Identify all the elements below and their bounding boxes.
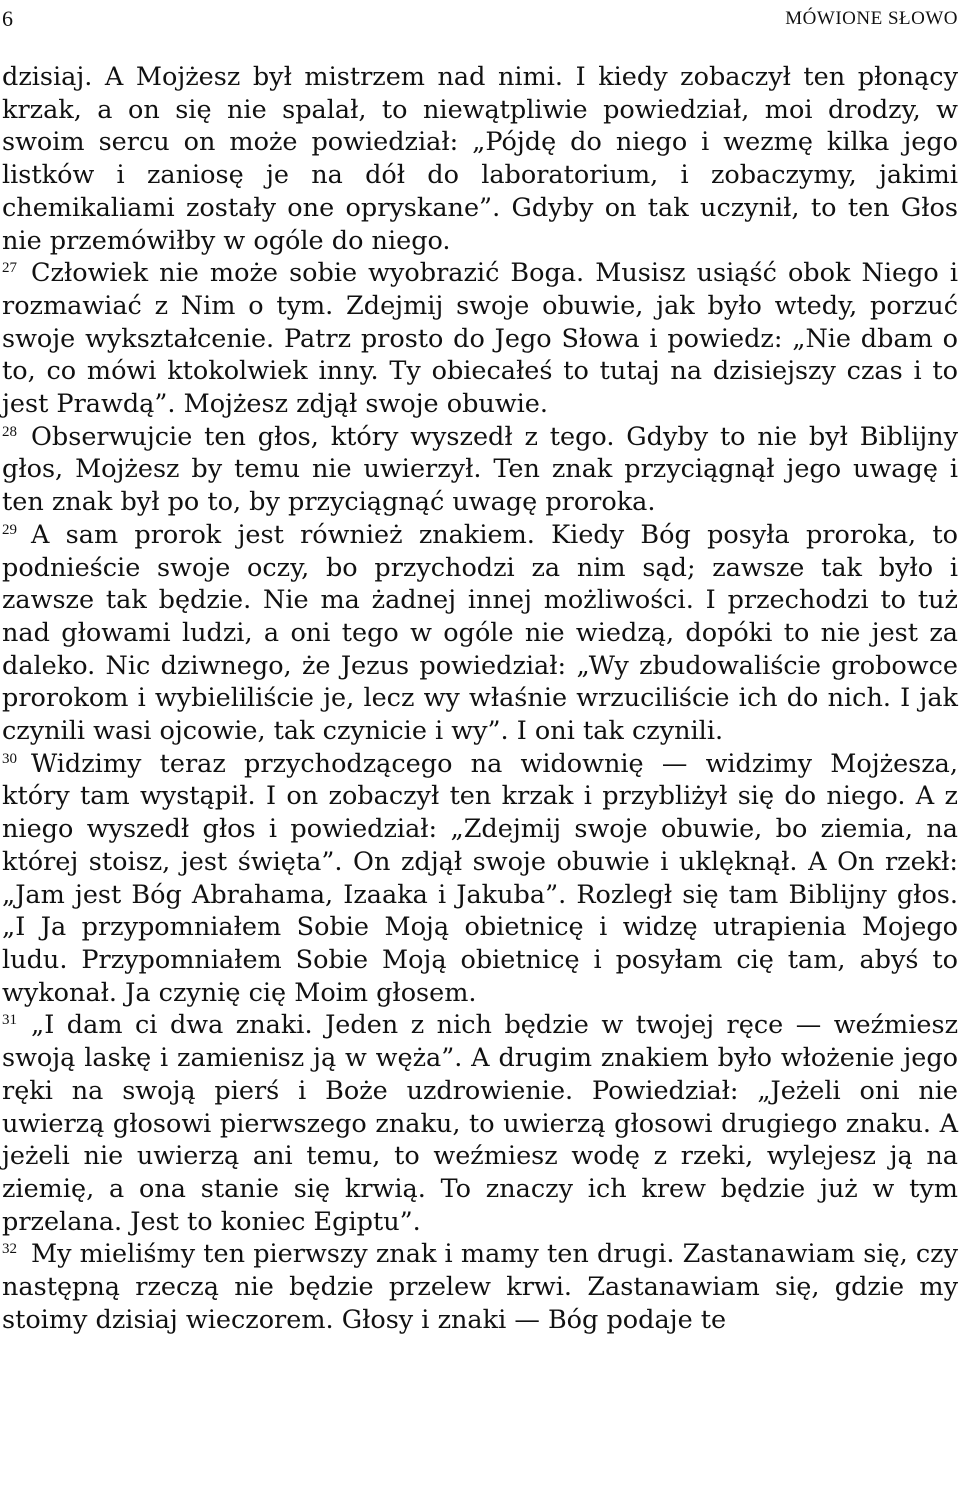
paragraph-text: My mieliśmy ten pierwszy znak i mamy ten drugi. Zastanawiam się, czy następną rzeczą nie będzie przelew krwi. Zastanawiam się, gdzie my stoimy dzisiaj wieczorem. Głosy i znaki — Bóg podaje te xyxy=(2,1239,958,1335)
paragraph-text: A sam prorok jest również znakiem. Kiedy Bóg posyła proroka, to podnieście swoje oczy, bo przychodzi za nim sąd; zawsze tak było i zawsze tak będzie. Nie ma żadnej innej możliwości. I przechodzi to tuż nad głowami ludzi, a oni tego w ogóle nie wiedzą, dopóki to nie jest za daleko. Nic dziwnego, że Jezus powiedział: „Wy zbudowaliście grobowce prorokom i wybieliliście je, lecz wy właśnie wrzuciliście ich do nich. I jak czynili wasi ojcowie, tak czynicie i wy”. I oni tak czynili. xyxy=(2,519,958,747)
paragraph-29 xyxy=(2,519,958,748)
paragraph-continuation xyxy=(2,61,958,257)
paragraph-31 xyxy=(2,1009,958,1238)
paragraph-text: Obserwujcie ten głos, który wyszedł z tego. Gdyby to nie był Biblijny głos, Mojżesz by temu nie uwierzył. Ten znak przyciągnął jego uwagę i ten znak był po to, by przyciągnąć uwagę proroka. xyxy=(2,421,958,518)
paragraph-text: dzisiaj. A Mojżesz był mistrzem nad nimi. I kiedy zobaczył ten płonący krzak, a on się nie spalał, to niewątpliwie powiedział, moi drodzy, w swoim sercu on może powiedział: „Pójdę do niego i wezmę kilka jego listków i zaniosę je na dół do laboratorium, i zobaczymy, jakimi chemikaliami zostały one opryskane”. Gdyby on tak uczynił, to ten Głos nie przemówiłby w ogóle do niego. xyxy=(2,62,958,256)
verse-number: 31 xyxy=(2,1012,17,1029)
page-header xyxy=(2,6,958,34)
paragraph-32 xyxy=(2,1238,958,1336)
verse-number: 32 xyxy=(2,1241,17,1258)
body-text xyxy=(2,61,958,1336)
paragraph-27 xyxy=(2,257,958,421)
paragraph-28 xyxy=(2,421,958,519)
verse-number: 28 xyxy=(2,423,17,440)
verse-number: 30 xyxy=(2,750,17,767)
paragraph-text: Człowiek nie może sobie wyobrazić Boga. Musisz usiąść obok Niego i rozmawiać z Nim o tym. Zdejmij swoje obuwie, jak było wtedy, porzuć swoje wykształcenie. Patrz prosto do Jego Słowa i powiedz: „Nie dbam o to, co mówi ktokolwiek inny. Ty obiecałeś to tutaj na dzisiejszy czas i to jest Prawdą”. Mojżesz zdjął swoje obuwie. xyxy=(2,258,958,420)
paragraph-text: Widzimy teraz przychodzącego na widownię — widzimy Mojżesza, który tam wystąpił. I on zobaczył ten krzak i przybliżył się do niego. A z niego wyszedł głos i powiedział: „Zdejmij swoje obuwie, bo ziemia, na której stoisz, jest święta”. On zdjął swoje obuwie i uklęknął. A On rzekł: „Jam jest Bóg Abrahama, Izaaka i Jakuba”. Rozległ się tam Biblijny głos. „I Ja przypomniałem Sobie Moją obietnicę i widzę utrapienia Mojego ludu. Przypomniałem Sobie Moją obietnicę i posyłam cię tam, abyś to wykonał. Ja czynię cię Moim głosem. xyxy=(2,748,958,1008)
running-title: MÓWIONE SŁOWO xyxy=(785,8,958,29)
verse-number: 29 xyxy=(2,521,17,538)
paragraph-30 xyxy=(2,748,958,1010)
page-number: 6 xyxy=(2,6,13,31)
paragraph-text: „I dam ci dwa znaki. Jeden z nich będzie w twojej ręce — weźmiesz swoją laskę i zamienisz ją w węża”. A drugim znakiem było włożenie jego ręki na swoją pierś i Boże uzdrowienie. Powiedział: „Jeżeli oni nie uwierzą głosowi pierwszego znaku, to uwierzą głosowi drugiego znaku. A jeżeli nie uwierzą ani temu, to weźmiesz wodę z rzeki, wylejesz ją na ziemię, a ona stanie się krwią. To znaczy ich krew będzie już w tym przelana. Jest to koniec Egiptu”. xyxy=(2,1010,958,1237)
verse-number: 27 xyxy=(2,260,17,277)
